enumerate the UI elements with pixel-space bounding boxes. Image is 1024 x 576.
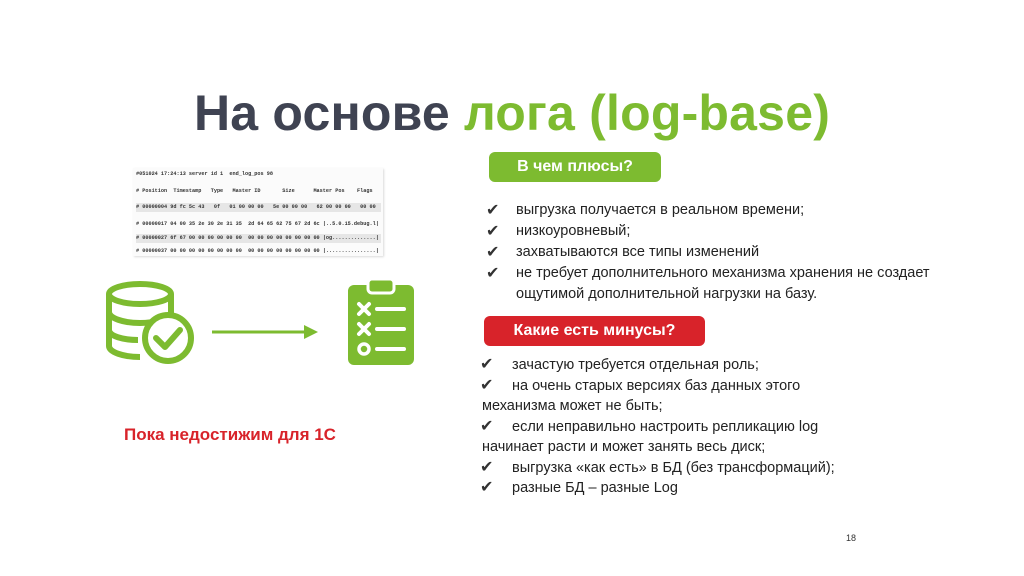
cons-item-continuation: механизма может не быть; xyxy=(482,398,663,414)
check-icon: ✔ xyxy=(480,479,494,496)
log-line: # 00000004 9d fc 5c 43 0f 01 00 00 00 5e 00 00 00 62 00 00 00 00 00 xyxy=(136,203,381,212)
check-icon: ✔ xyxy=(486,244,500,261)
check-icon: ✔ xyxy=(480,417,494,435)
pros-list xyxy=(486,200,966,305)
cons-item-text: на очень старых версиях баз данных этого xyxy=(512,377,801,394)
log-line: # 00000027 6f 67 00 00 00 00 00 00 00 00 00 00 00 00 00 00 |og..............| xyxy=(136,234,381,243)
pros-badge: В чем плюсы? xyxy=(489,152,661,182)
cons-item-continuation: начинает расти и может занять весь диск; xyxy=(482,439,766,455)
slide-title xyxy=(0,84,1024,142)
log-line: # 00000037 00 00 00 00 00 00 00 00 00 00 00 00 00 00 00 00 |................| xyxy=(136,248,379,254)
title-part-green: лога (log-base) xyxy=(463,85,831,141)
list-item xyxy=(480,458,950,479)
pros-item-text: выгрузка получается в реальном времени; xyxy=(516,202,805,218)
pros-item-text: низкоуровневый; xyxy=(516,223,631,239)
list-item xyxy=(486,263,966,305)
database-check-icon xyxy=(104,280,196,366)
list-item xyxy=(480,355,950,376)
log-line: # 00000017 04 00 35 2e 30 2e 31 35 2d 64 65 62 75 67 2d 6c |..5.0.15.debug.l| xyxy=(136,221,379,227)
check-icon: ✔ xyxy=(486,223,500,240)
cons-item-text: если неправильно настроить репликацию log xyxy=(512,418,819,435)
check-icon: ✔ xyxy=(480,376,494,394)
cons-item-text: разные БД – разные Log xyxy=(512,480,678,496)
check-icon: ✔ xyxy=(486,265,500,282)
cons-list xyxy=(480,355,950,499)
list-item xyxy=(486,200,966,221)
check-icon: ✔ xyxy=(486,202,500,219)
log-line: # Position Timestamp Type Master ID Size Master Pos Flags xyxy=(136,188,373,194)
title-part-dark: На основе xyxy=(193,85,450,141)
list-item xyxy=(486,242,966,263)
check-icon: ✔ xyxy=(480,458,494,476)
binlog-sample xyxy=(133,168,383,256)
list-item xyxy=(480,417,950,458)
cons-badge: Какие есть минусы? xyxy=(484,316,705,346)
not-reachable-note: Пока недостижим для 1С xyxy=(124,425,336,444)
pros-item-text: не требует дополнительного механизма хранения не создает ощутимой дополнительной нагрузки на базу. xyxy=(516,265,930,302)
check-icon: ✔ xyxy=(480,356,494,373)
clipboard-checklist-icon xyxy=(346,277,416,367)
list-item xyxy=(480,478,950,499)
arrow-right-icon xyxy=(212,322,320,342)
list-item xyxy=(486,221,966,242)
cons-item-text: выгрузка «как есть» в БД (без трансформаций); xyxy=(512,459,835,476)
cons-item-text: зачастую требуется отдельная роль; xyxy=(512,357,759,373)
list-item xyxy=(480,376,950,417)
pros-item-text: захватываются все типы изменений xyxy=(516,244,760,260)
log-line: #051024 17:24:13 server id 1 end_log_pos 98 xyxy=(136,171,273,177)
page-number: 18 xyxy=(846,533,857,543)
